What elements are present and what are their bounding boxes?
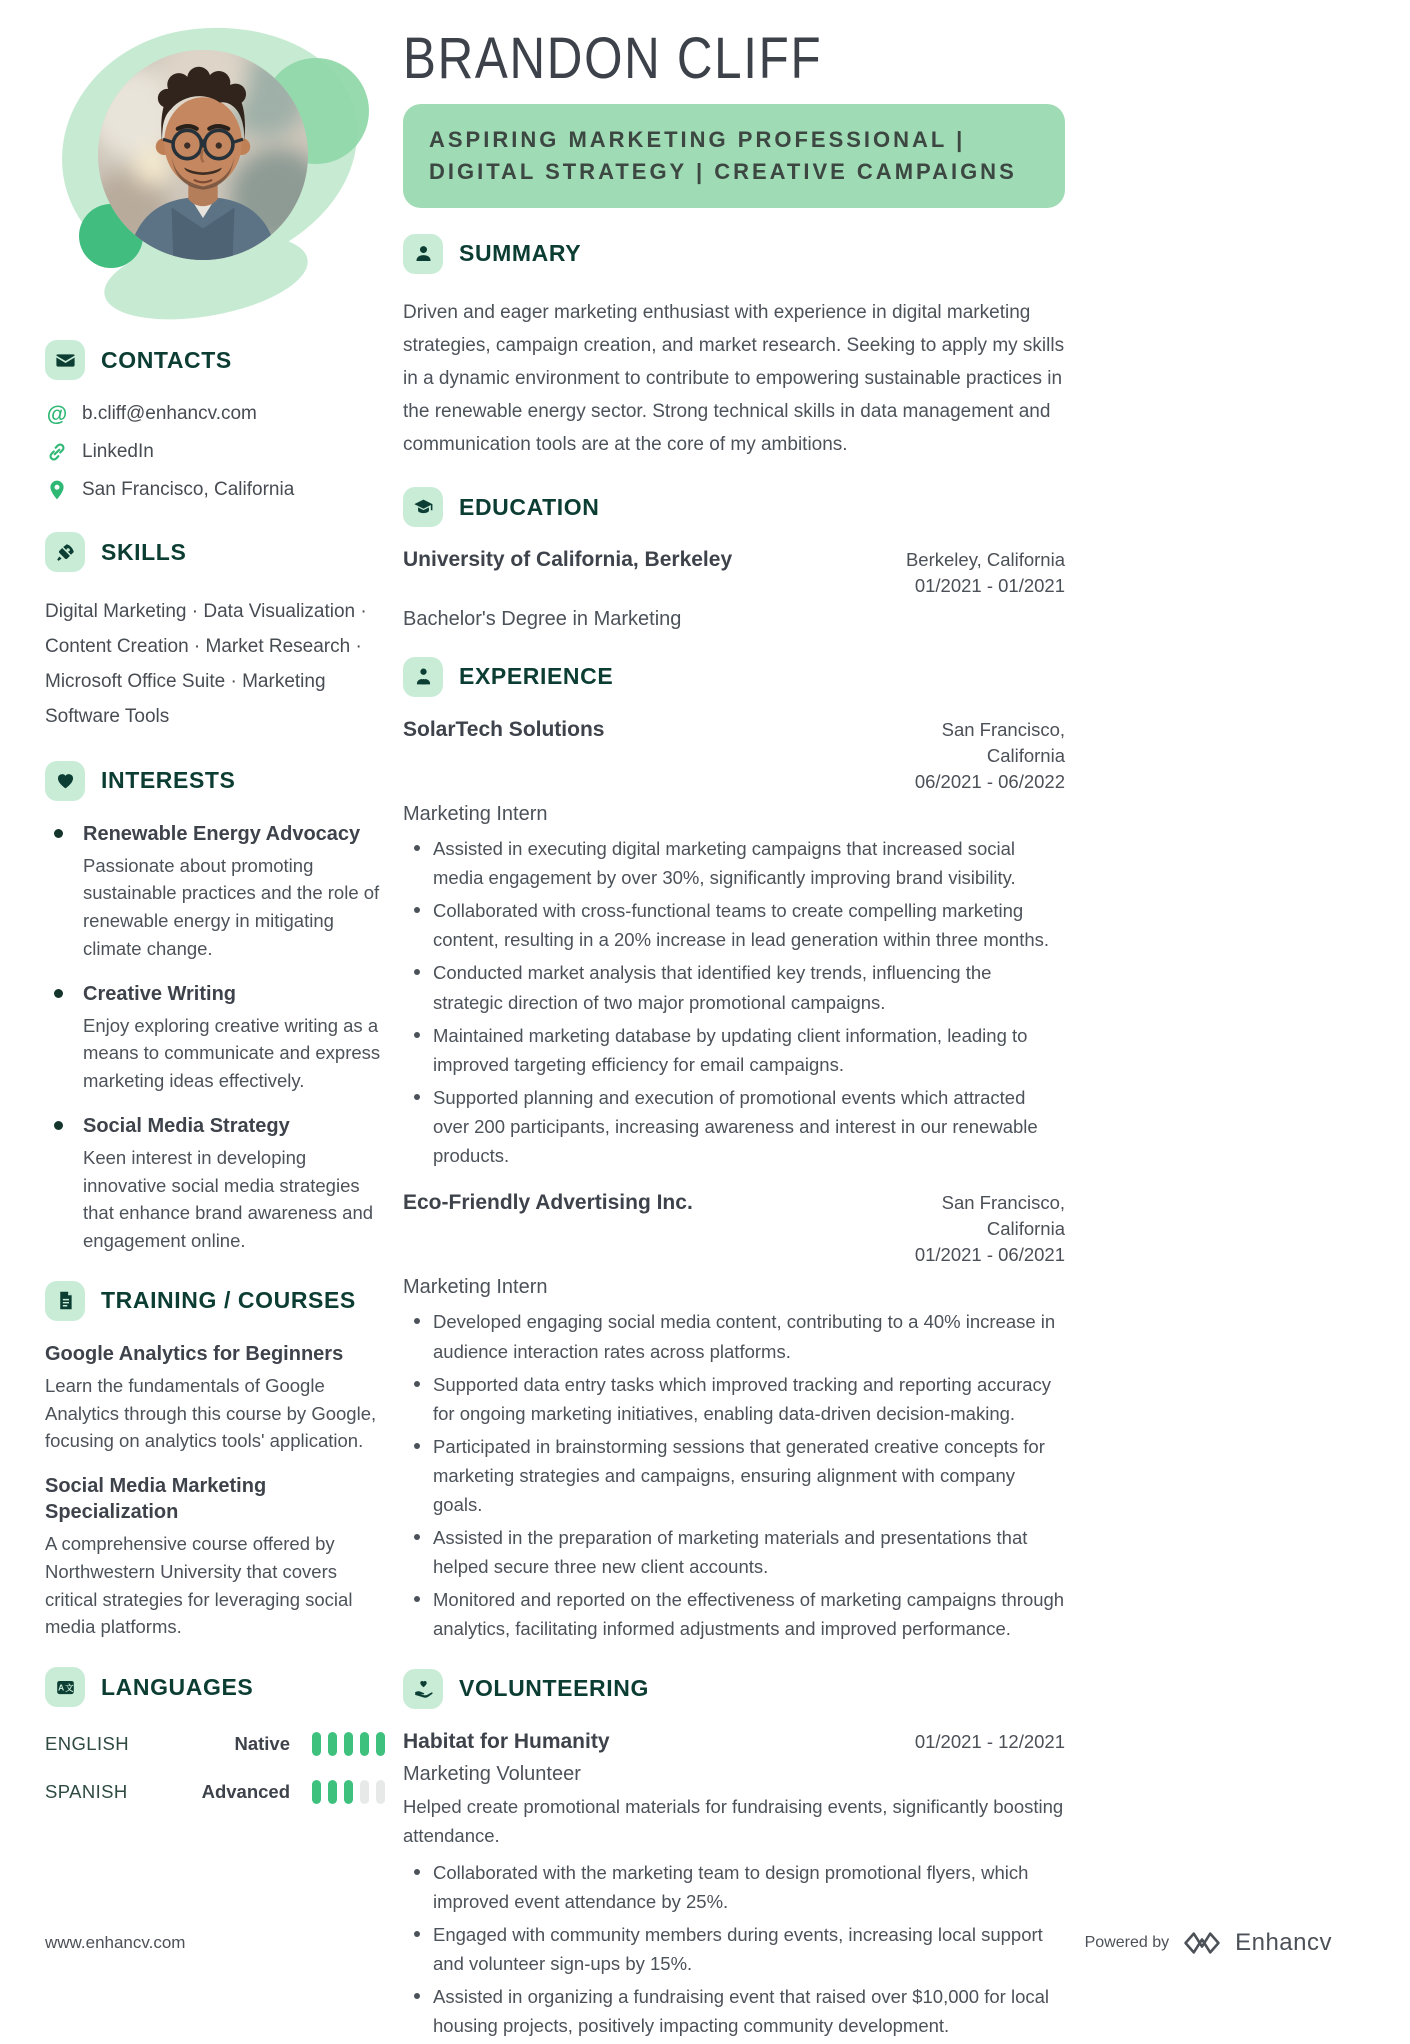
course-title: Google Analytics for Beginners (45, 1342, 344, 1365)
summary-text: Driven and eager marketing enthusiast with experience in digital marketing strategies, campaign creation, and market research. Seeking to apply my skills in a dynamic environment to contribute to empowering sustainable practices in the renewable energy sector. Strong technical skills in data management and communication tools are at the core of my ambitions. (403, 301, 1065, 455)
interest-description: Passionate about promoting sustainable practices and the role of renewable energy in mitigating climate change. (83, 854, 380, 959)
section-title: EDUCATION (459, 493, 600, 520)
envelope-icon (45, 340, 85, 380)
bullet-dot (414, 969, 420, 975)
skills-text: Digital Marketing · Data Visualization · Content Creation · Market Research · Microsoft Office Suite · Marketing Software Tools (45, 601, 367, 728)
volunteer-role: Marketing Volunteer (403, 1763, 581, 1786)
languages-section-header (45, 1667, 385, 1707)
document-icon (45, 1281, 85, 1321)
language-level-bars (312, 1780, 385, 1804)
bullet-dot (54, 1121, 63, 1130)
language-level-bar (328, 1780, 337, 1804)
page-footer (45, 1922, 1332, 1964)
volunteering-bullet-text: Collaborated with the marketing team to design promotional flyers, which improved event attendance by 25%. (433, 1862, 1029, 1913)
bullet-dot (414, 1032, 420, 1038)
svg-text:文: 文 (64, 1682, 74, 1693)
experience-section-header (403, 657, 1065, 697)
interest-item (45, 821, 385, 963)
job-bullet-list (403, 1307, 1065, 1642)
job-bullet-text: Participated in brainstorming sessions that generated creative concepts for marketing strategies and campaigns, ensuring alignment with company goals. (433, 1435, 1045, 1515)
job-bullet (403, 1083, 1065, 1170)
language-level-bar (344, 1732, 353, 1756)
language-row (45, 1729, 385, 1759)
site-url[interactable]: www.enhancv.com (45, 1933, 186, 1952)
volunteering-section-header (403, 1669, 1065, 1709)
education-section-header (403, 487, 1065, 527)
translate-icon (45, 1667, 85, 1707)
job-bullet-text: Developed engaging social media content, contributing to a 40% increase in audience interaction rates across platforms. (433, 1311, 1056, 1362)
contact-email[interactable] (45, 402, 385, 426)
bullet-dot (414, 1443, 420, 1449)
language-name: SPANISH (45, 1781, 128, 1803)
language-list (45, 1729, 385, 1807)
school-name: University of California, Berkeley (403, 548, 733, 572)
job-bullet (403, 1370, 1065, 1428)
language-name: ENGLISH (45, 1733, 130, 1755)
interest-description: Keen interest in developing innovative social media strategies that enhance brand awareness and engagement online. (83, 1146, 374, 1252)
section-title: TRAINING / COURSES (101, 1287, 356, 1314)
person-icon (403, 234, 443, 274)
education-entry (403, 547, 1065, 631)
section-title: VOLUNTEERING (459, 1675, 649, 1702)
interest-item (45, 1113, 385, 1255)
job-bullet-text: Supported data entry tasks which improved tracking and reporting accuracy for ongoing marketing initiatives, enabling data-driven decision-making. (433, 1373, 1052, 1424)
volunteering-dates: 01/2021 - 12/2021 (914, 1730, 1065, 1752)
job-bullet (403, 1432, 1065, 1519)
powered-by[interactable] (1085, 1929, 1332, 1957)
job-bullet-list (403, 834, 1065, 1169)
summary-section-header (403, 234, 1065, 274)
job-bullet-text: Conducted market analysis that identified key trends, influencing the strategic direction of two major promotional campaigns. (433, 962, 992, 1013)
bullet-dot (414, 1869, 420, 1875)
company-name: SolarTech Solutions (403, 717, 605, 741)
heart-icon (45, 761, 85, 801)
job-bullet-text: Monitored and reported on the effectiveness of marketing campaigns through analytics, facilitating informed adjustments and improved performance. (433, 1588, 1065, 1639)
briefcase-person-icon (403, 657, 443, 697)
bullet-dot (414, 1993, 420, 1999)
language-level-bar (360, 1780, 369, 1804)
section-title: SKILLS (101, 538, 187, 565)
experience-list (403, 717, 1065, 1643)
job-dates: 06/2021 - 06/2022 (914, 771, 1065, 793)
volunteering-bullet-text: Assisted in organizing a fundraising event that raised over $10,000 for local housing projects, positively impacting community development. (433, 1986, 1050, 2037)
language-level-bar (360, 1732, 369, 1756)
bullet-dot (414, 1534, 420, 1540)
bullet-dot (414, 1596, 420, 1602)
volunteering-entry (403, 1729, 1065, 2041)
degree: Bachelor's Degree in Marketing (403, 607, 682, 630)
language-level-bar (376, 1780, 385, 1804)
volunteering-bullet (403, 1982, 1065, 2040)
location-pin-icon (45, 478, 69, 502)
language-level-bars (312, 1732, 385, 1756)
course-title: Social Media Marketing Specialization (45, 1475, 267, 1524)
job-bullet (403, 1585, 1065, 1643)
language-level: Advanced (201, 1781, 290, 1803)
experience-entry (403, 717, 1065, 1170)
course-item (45, 1473, 385, 1641)
skills-section-header (45, 532, 385, 572)
enhancv-wordmark: Enhancv (1235, 1929, 1332, 1956)
headline-banner: ASPIRING MARKETING PROFESSIONAL | DIGITAL STRATEGY | CREATIVE CAMPAIGNS (403, 104, 1065, 208)
language-level-bar (328, 1732, 337, 1756)
job-bullet (403, 834, 1065, 892)
section-title: LANGUAGES (101, 1673, 254, 1700)
education-list (403, 547, 1065, 631)
contact-location (45, 478, 385, 502)
bullet-dot (54, 829, 63, 838)
job-bullet (403, 958, 1065, 1016)
language-level: Native (234, 1733, 290, 1755)
language-level-bar (312, 1780, 321, 1804)
profile-photo-composition (45, 12, 375, 314)
at-icon: @ (46, 402, 68, 426)
job-dates: 01/2021 - 06/2021 (914, 1244, 1065, 1266)
bullet-dot (414, 1094, 420, 1100)
interests-section-header (45, 761, 385, 801)
hand-heart-icon (403, 1669, 443, 1709)
interest-list (45, 821, 385, 1255)
enhancv-logo-icon (1182, 1930, 1222, 1956)
language-row (45, 1777, 385, 1807)
volunteering-bullet-text: Engaged with community members during events, increasing local support and volunteer sign-ups by 15%. (433, 1924, 1043, 1975)
job-bullet-text: Supported planning and execution of promotional events which attracted over 200 participants, increasing awareness and interest in our renewable products. (433, 1086, 1038, 1166)
job-location: San Francisco, California (941, 1191, 1065, 1239)
company-name: Eco-Friendly Advertising Inc. (403, 1190, 693, 1214)
job-title: Marketing Intern (403, 803, 548, 826)
svg-text:A: A (57, 1682, 64, 1693)
person-name: BRANDON CLIFF (403, 26, 823, 91)
powered-by-label: Powered by (1084, 1934, 1170, 1951)
education-location: Berkeley, California (905, 549, 1065, 571)
job-bullet-text: Assisted in the preparation of marketing materials and presentations that helped secure three new client accounts. (433, 1526, 1028, 1577)
rocket-icon (45, 532, 85, 572)
language-level-bar (376, 1732, 385, 1756)
main-column (403, 0, 1065, 2044)
contacts-section-header (45, 340, 385, 380)
volunteering-description: Helped create promotional materials for fundraising events, significantly boosting attendance. (403, 1796, 1064, 1847)
interest-title: Renewable Energy Advocacy (83, 822, 361, 845)
section-title: CONTACTS (101, 346, 232, 373)
interest-title: Creative Writing (83, 982, 236, 1005)
education-dates: 01/2021 - 01/2021 (914, 575, 1065, 597)
job-bullet-text: Collaborated with cross-functional teams to create compelling marketing content, resulting in a 20% increase in lead generation within three months. (433, 900, 1050, 951)
bullet-dot (414, 1381, 420, 1387)
language-level-bar (312, 1732, 321, 1756)
bullet-dot (54, 989, 63, 998)
course-list (45, 1341, 385, 1641)
graduation-cap-icon (403, 487, 443, 527)
section-title: EXPERIENCE (459, 663, 614, 690)
interest-title: Social Media Strategy (83, 1114, 290, 1137)
profile-photo (98, 50, 308, 260)
section-title: SUMMARY (459, 240, 582, 267)
course-description: A comprehensive course offered by Northwestern University that covers critical strategies for leveraging social media platforms. (45, 1533, 353, 1638)
course-description: Learn the fundamentals of Google Analytics through this course by Google, focusing on analytics tools' application. (45, 1374, 377, 1452)
contact-location-text: San Francisco, California (82, 479, 295, 500)
job-bullet (403, 1307, 1065, 1365)
job-location: San Francisco, California (941, 718, 1065, 766)
bullet-dot (414, 1318, 420, 1324)
contact-linkedin-text[interactable]: LinkedIn (82, 441, 154, 462)
interest-item (45, 981, 385, 1095)
language-level-bar (344, 1780, 353, 1804)
interest-description: Enjoy exploring creative writing as a means to communicate and express marketing ideas effectively. (83, 1014, 381, 1092)
bullet-dot (414, 845, 420, 851)
course-item (45, 1341, 385, 1455)
job-bullet (403, 896, 1065, 954)
organization-name: Habitat for Humanity (403, 1729, 610, 1753)
job-bullet (403, 1523, 1065, 1581)
job-bullet (403, 1021, 1065, 1079)
contact-linkedin[interactable] (45, 440, 385, 464)
link-icon (45, 440, 69, 464)
section-title: INTERESTS (101, 767, 236, 794)
contact-list (45, 402, 385, 502)
experience-entry (403, 1190, 1065, 1643)
training-section-header (45, 1281, 385, 1321)
job-bullet-text: Assisted in executing digital marketing campaigns that increased social media engagement by over 30%, significantly improving brand visibility. (433, 838, 1016, 889)
bullet-dot (414, 907, 420, 913)
contact-email-text[interactable]: b.cliff@enhancv.com (82, 403, 257, 424)
volunteering-bullet (403, 1858, 1065, 1916)
sidebar (45, 0, 385, 2044)
job-title: Marketing Intern (403, 1276, 548, 1299)
job-bullet-text: Maintained marketing database by updating client information, leading to improved targeting efficiency for email campaigns. (433, 1024, 1028, 1075)
